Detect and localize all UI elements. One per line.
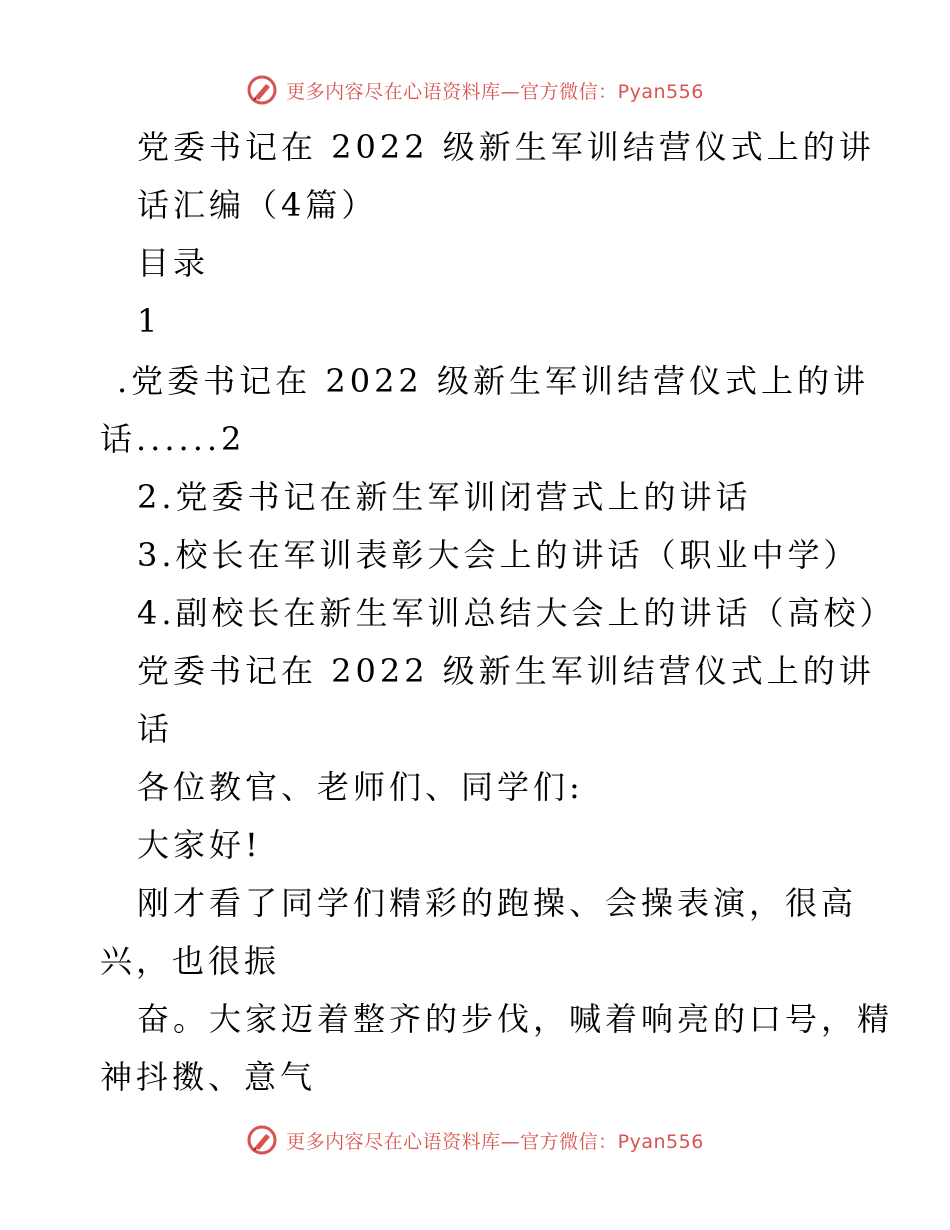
section-title-line-2: 话	[137, 710, 174, 748]
section-title-line-1: 党委书记在 2022 级新生军训结营仪式上的讲	[137, 652, 875, 690]
pen-logo-icon	[246, 1124, 278, 1156]
paragraph-1-line-1: 刚才看了同学们精彩的跑操、会操表演，很高	[137, 884, 858, 922]
footer-banner	[0, 1120, 950, 1160]
toc-item-1-line-1: .党委书记在 2022 级新生军训结营仪式上的讲	[117, 362, 869, 400]
document-title-line-1: 党委书记在 2022 级新生军训结营仪式上的讲	[137, 128, 875, 166]
header-banner-text: 更多内容尽在心语资料库—官方微信：Pyan556	[286, 80, 704, 103]
salutation: 各位教官、老师们、同学们:	[137, 768, 584, 806]
footer-banner-text: 更多内容尽在心语资料库—官方微信：Pyan556	[286, 1130, 704, 1153]
greeting: 大家好!	[137, 826, 262, 864]
paragraph-2-line-1: 奋。大家迈着整齐的步伐，喊着响亮的口号，精	[137, 1000, 894, 1038]
toc-item-1-number: 1	[137, 302, 162, 340]
toc-item-2: 2.党委书记在新生军训闭营式上的讲话	[137, 478, 752, 516]
document-title-line-2: 话汇编（4篇）	[137, 186, 378, 224]
toc-heading: 目录	[137, 244, 210, 282]
paragraph-2-line-2: 神抖擞、意气	[100, 1058, 317, 1096]
toc-item-1-line-2: 话......2	[100, 420, 246, 458]
toc-item-3: 3.校长在军训表彰大会上的讲话（职业中学）	[137, 536, 860, 574]
toc-item-4: 4.副校长在新生军训总结大会上的讲话（高校）	[137, 594, 896, 632]
paragraph-1-line-2: 兴，也很振	[100, 942, 281, 980]
